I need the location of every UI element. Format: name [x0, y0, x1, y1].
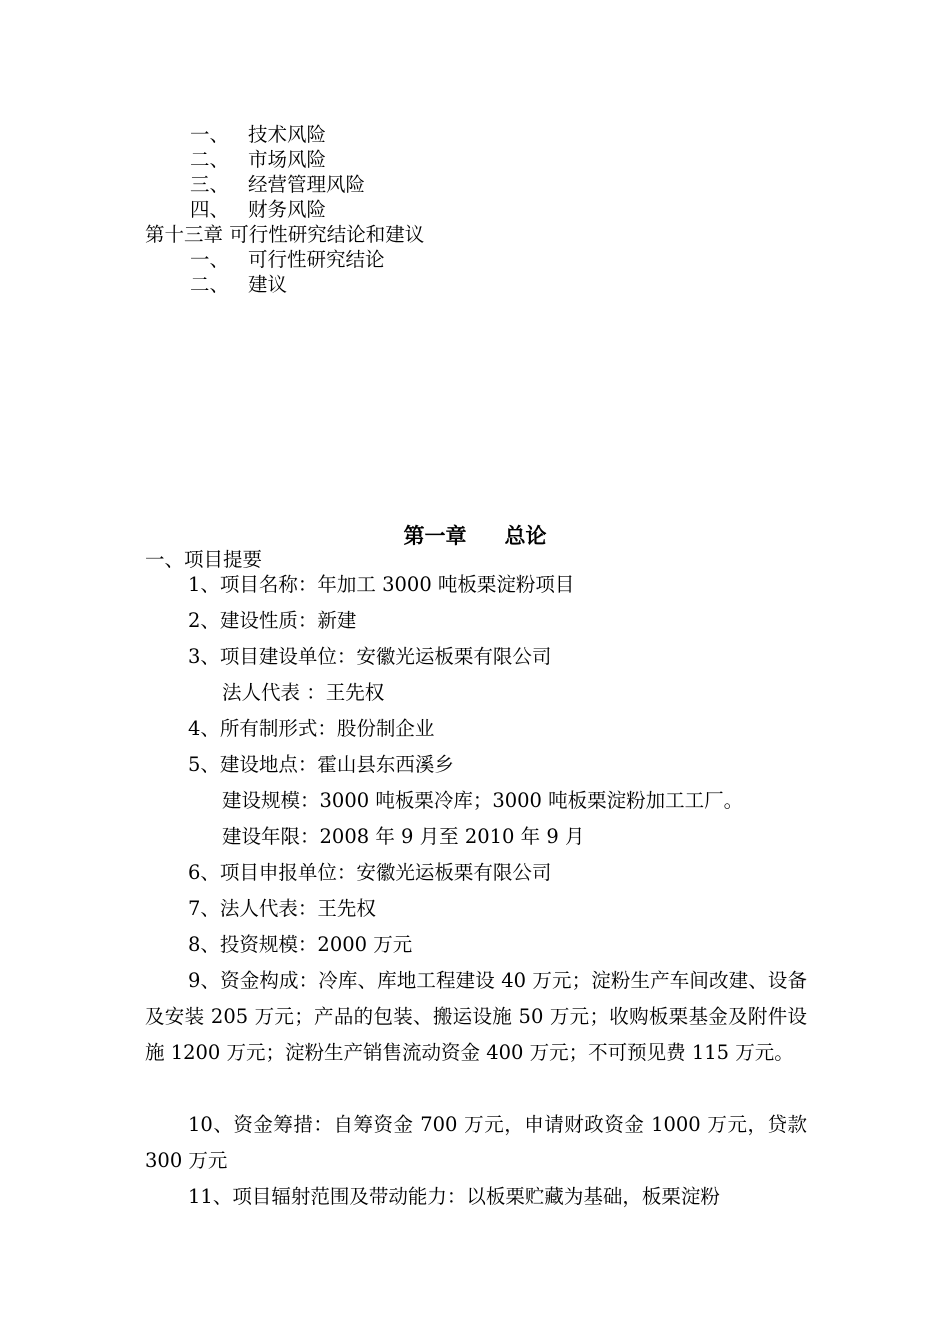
toc-item-number: 四、: [190, 198, 230, 221]
item-location: 5、建设地点：霍山县东西溪乡: [188, 753, 454, 776]
toc-item-label: 财务风险: [248, 198, 327, 221]
item-period: 建设年限：2008 年 9 月至 2010 年 9 月: [222, 825, 585, 848]
toc-item-number: 二、: [190, 273, 230, 296]
paragraph-radiation-scope: 11、项目辐射范围及带动能力：以板栗贮藏为基础，板栗淀粉: [188, 1185, 720, 1208]
section-heading: 一、项目提要: [145, 548, 263, 571]
paragraph-fund-structure: 9、资金构成：冷库、库地工程建设 40 万元；淀粉生产车间改建、设备及安装 205 万元；产品的包装、搬运设施 50 万元；收购板栗基金及附件设施 1200 万元；淀粉生产销售流动资金 400 万元；不可预见费 115 万元。: [145, 969, 807, 1064]
toc-item-label: 可行性研究结论: [248, 248, 385, 271]
item-construction-nature: 2、建设性质：新建: [188, 609, 357, 632]
item-applicant: 6、项目申报单位：安徽光运板栗有限公司: [188, 861, 552, 884]
toc-item-risk-2: [190, 147, 326, 172]
item-project-name: 1、项目名称：年加工 3000 吨板栗淀粉项目: [188, 573, 575, 596]
toc-chapter-13: 第十三章 可行性研究结论和建议: [145, 223, 425, 246]
item-investment: 8、投资规模：2000 万元: [188, 933, 413, 956]
toc-item-risk-1: [190, 122, 326, 147]
chapter-name: 总论: [504, 523, 547, 548]
chapter-title: [0, 521, 950, 551]
toc-item-label: 技术风险: [248, 123, 327, 146]
item-construction-unit: 3、项目建设单位：安徽光运板栗有限公司: [188, 645, 552, 668]
toc-item-number: 一、: [190, 248, 230, 271]
item-scale: 建设规模：3000 吨板栗冷库；3000 吨板栗淀粉加工工厂。: [222, 789, 744, 812]
item-legal-rep: 法人代表 ：王先权: [222, 681, 385, 704]
toc-item-label: 建议: [248, 273, 288, 296]
toc-item-risk-4: [190, 197, 326, 222]
toc-item-label: 经营管理风险: [248, 173, 366, 196]
toc-item-conclusion: [190, 247, 385, 272]
toc-item-risk-3: [190, 172, 365, 197]
toc-item-number: 二、: [190, 148, 230, 171]
toc-item-suggestion: [190, 272, 287, 297]
chapter-number: 第一章: [403, 523, 467, 548]
item-ownership: 4、所有制形式：股份制企业: [188, 717, 435, 740]
paragraph-fund-raising: 10、资金筹措：自筹资金 700 万元，申请财政资金 1000 万元，贷款 300 万元: [145, 1113, 807, 1172]
item-legal-rep-2: 7、法人代表：王先权: [188, 897, 376, 920]
toc-item-number: 三、: [190, 173, 230, 196]
toc-item-number: 一、: [190, 123, 230, 146]
toc-item-label: 市场风险: [248, 148, 327, 171]
